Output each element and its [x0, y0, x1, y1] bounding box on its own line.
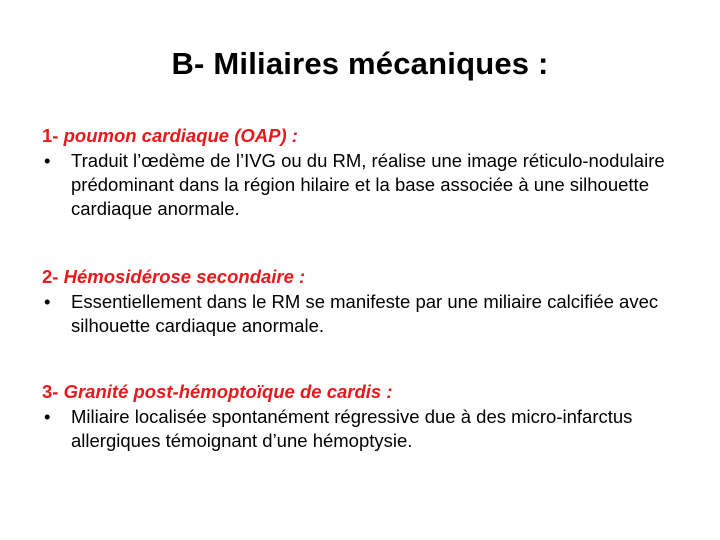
section-heading [42, 265, 692, 289]
section-heading-text: Granité post-hémoptoïque de cardis : [63, 381, 393, 402]
section-number: 1- [42, 125, 59, 146]
section-number: 3- [42, 381, 59, 402]
slide-title: B- Miliaires mécaniques : [171, 46, 549, 81]
bullet-item [42, 149, 692, 221]
bullet-text: Miliaire localisée spontanément régressive due à des micro-infarctus allergiques témoignant d’une hémoptysie. [71, 406, 633, 451]
section-oap [42, 124, 692, 221]
section-granite [42, 380, 692, 453]
section-heading-text: poumon cardiaque (OAP) : [63, 125, 298, 146]
section-heading [42, 124, 692, 148]
bullet-item [42, 290, 692, 338]
bullet-text: Traduit l’œdème de l’IVG ou du RM, réalise une image réticulo-nodulaire prédominant dans la région hilaire et la base associée à une silhouette cardiaque anormale. [71, 150, 665, 219]
bullet-text: Essentiellement dans le RM se manifeste par une miliaire calcifiée avec silhouette cardiaque anormale. [71, 291, 659, 336]
section-number: 2- [42, 266, 59, 287]
bullet-dot-icon: • [44, 406, 51, 427]
bullet-item [42, 405, 692, 453]
bullet-dot-icon: • [44, 291, 51, 312]
section-heading [42, 380, 692, 404]
bullet-dot-icon: • [44, 150, 51, 171]
section-heading-text: Hémosidérose secondaire : [63, 266, 306, 287]
section-hemosiderose [42, 265, 692, 338]
